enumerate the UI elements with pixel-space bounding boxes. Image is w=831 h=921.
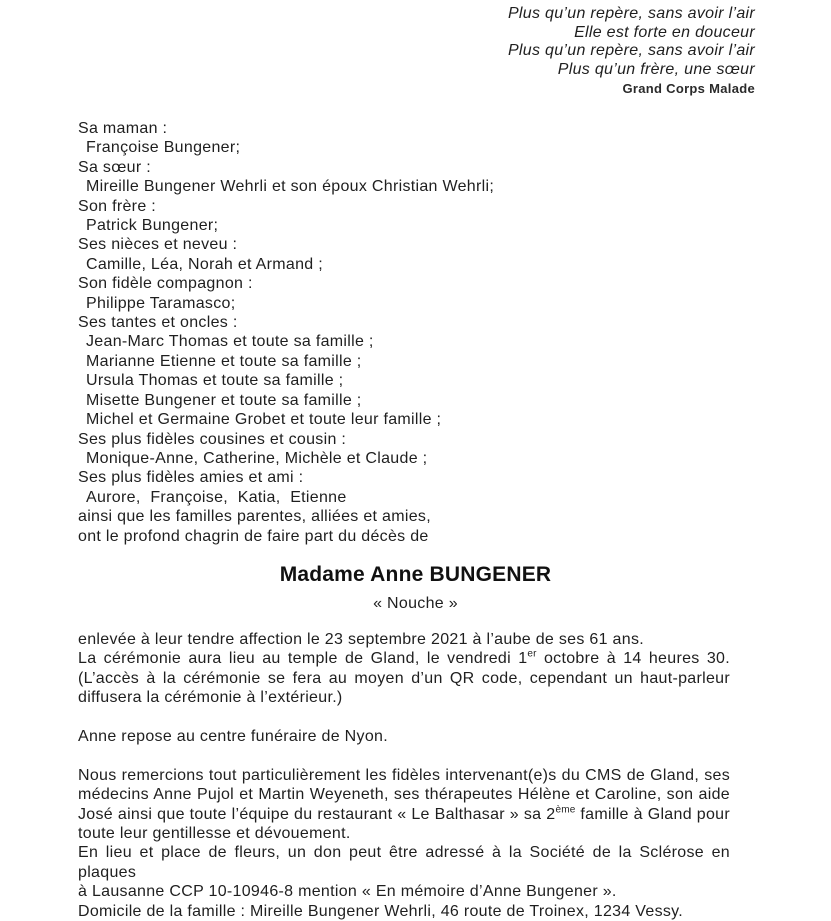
epigraph-line: Plus qu’un repère, sans avoir l’air bbox=[507, 42, 755, 60]
closing-line: ainsi que les familles parentes, alliées et amies, bbox=[78, 508, 431, 526]
obituary-body bbox=[78, 119, 730, 921]
family-address-line: Domicile de la famille : Mireille Bungener Wehrli, 46 route de Troinex, 1234 Vessy. bbox=[78, 902, 684, 920]
ceremony-line: diffusera la cérémonie à l’extérieur.) bbox=[78, 689, 343, 707]
relation-name: Misette Bungener et toute sa famille ; bbox=[86, 391, 362, 409]
repose-paragraph bbox=[78, 727, 730, 746]
ordinal-superscript: er bbox=[527, 649, 537, 661]
epigraph-attribution: Grand Corps Malade bbox=[622, 81, 755, 97]
relation-name: Aurore, Françoise, Katia, Etienne bbox=[86, 488, 347, 506]
relation-label: Ses plus fidèles cousines et cousin : bbox=[78, 430, 347, 448]
relation-name: Jean-Marc Thomas et toute sa famille ; bbox=[86, 333, 374, 351]
relation-label: Sa sœur : bbox=[78, 158, 151, 176]
ceremony-line: enlevée à leur tendre affection le 23 septembre 2021 à l’aube de ses 61 ans. bbox=[78, 630, 644, 648]
ordinal-superscript: ème bbox=[555, 804, 576, 816]
relation-name: Françoise Bungener; bbox=[86, 139, 241, 157]
donation-line: à Lausanne CCP 10-10946-8 mention « En mémoire d’Anne Bungener ». bbox=[78, 883, 617, 901]
thanks-line: Nous remercions tout particulièrement les fidèles intervenant(e)s du CMS de Gland, ses bbox=[78, 766, 730, 784]
ceremony-paragraph bbox=[78, 630, 730, 708]
relation-name: Ursula Thomas et toute sa famille ; bbox=[86, 372, 344, 390]
relation-label: Ses plus fidèles amies et ami : bbox=[78, 469, 304, 487]
thanks-line bbox=[78, 805, 730, 824]
epigraph bbox=[508, 5, 755, 97]
relation-label: Son fidèle compagnon : bbox=[78, 275, 253, 293]
deceased-name-title: Madame Anne BUNGENER bbox=[279, 562, 552, 586]
thanks-line: toute leur gentillesse et dévouement. bbox=[78, 824, 351, 842]
relation-name: Patrick Bungener; bbox=[86, 217, 219, 235]
ceremony-line-post: octobre à 14 heures 30. bbox=[536, 650, 730, 668]
relation-name: Marianne Etienne et toute sa famille ; bbox=[86, 352, 362, 370]
relation-name: Philippe Taramasco; bbox=[86, 294, 236, 312]
donation-line: En lieu et place de fleurs, un don peut être adressé à la Société de la Sclérose en plaques bbox=[78, 844, 730, 881]
ceremony-line bbox=[78, 649, 730, 668]
relation-name: Michel et Germaine Grobet et toute leur famille ; bbox=[86, 411, 442, 429]
thanks-line: médecins Anne Pujol et Martin Weyeneth, ses thérapeutes Hélène et Caroline, son aide bbox=[78, 786, 730, 804]
relation-name: Monique-Anne, Catherine, Michèle et Claude ; bbox=[86, 449, 428, 467]
relation-label: Ses nièces et neveu : bbox=[78, 236, 238, 254]
relation-label: Son frère : bbox=[78, 197, 157, 215]
family-list bbox=[78, 119, 730, 546]
deceased-nickname: « Nouche » bbox=[373, 594, 458, 612]
relation-name: Mireille Bungener Wehrli et son époux Christian Wehrli; bbox=[86, 178, 495, 196]
epigraph-line: Elle est forte en douceur bbox=[574, 23, 755, 41]
epigraph-line: Plus qu’un frère, une sœur bbox=[557, 60, 755, 78]
ceremony-line-pre: La cérémonie aura lieu au temple de Gland, le vendredi 1 bbox=[78, 650, 528, 668]
epigraph-line: Plus qu’un repère, sans avoir l’air bbox=[507, 5, 755, 22]
thanks-line-post: famille à Gland pour bbox=[575, 805, 730, 823]
repose-line: Anne repose au centre funéraire de Nyon. bbox=[78, 727, 388, 745]
thanks-line-pre: José ainsi que toute l’équipe du restaurant « Le Balthasar » sa 2 bbox=[78, 805, 556, 823]
ceremony-line: (L’accès à la cérémonie se fera au moyen d’un QR code, cependant un haut-parleur bbox=[78, 669, 730, 687]
relation-name: Camille, Léa, Norah et Armand ; bbox=[86, 255, 323, 273]
relation-label: Sa maman : bbox=[78, 120, 168, 137]
relation-label: Ses tantes et oncles : bbox=[78, 314, 238, 332]
closing-line: ont le profond chagrin de faire part du décès de bbox=[78, 527, 429, 545]
thanks-paragraph bbox=[78, 766, 730, 921]
